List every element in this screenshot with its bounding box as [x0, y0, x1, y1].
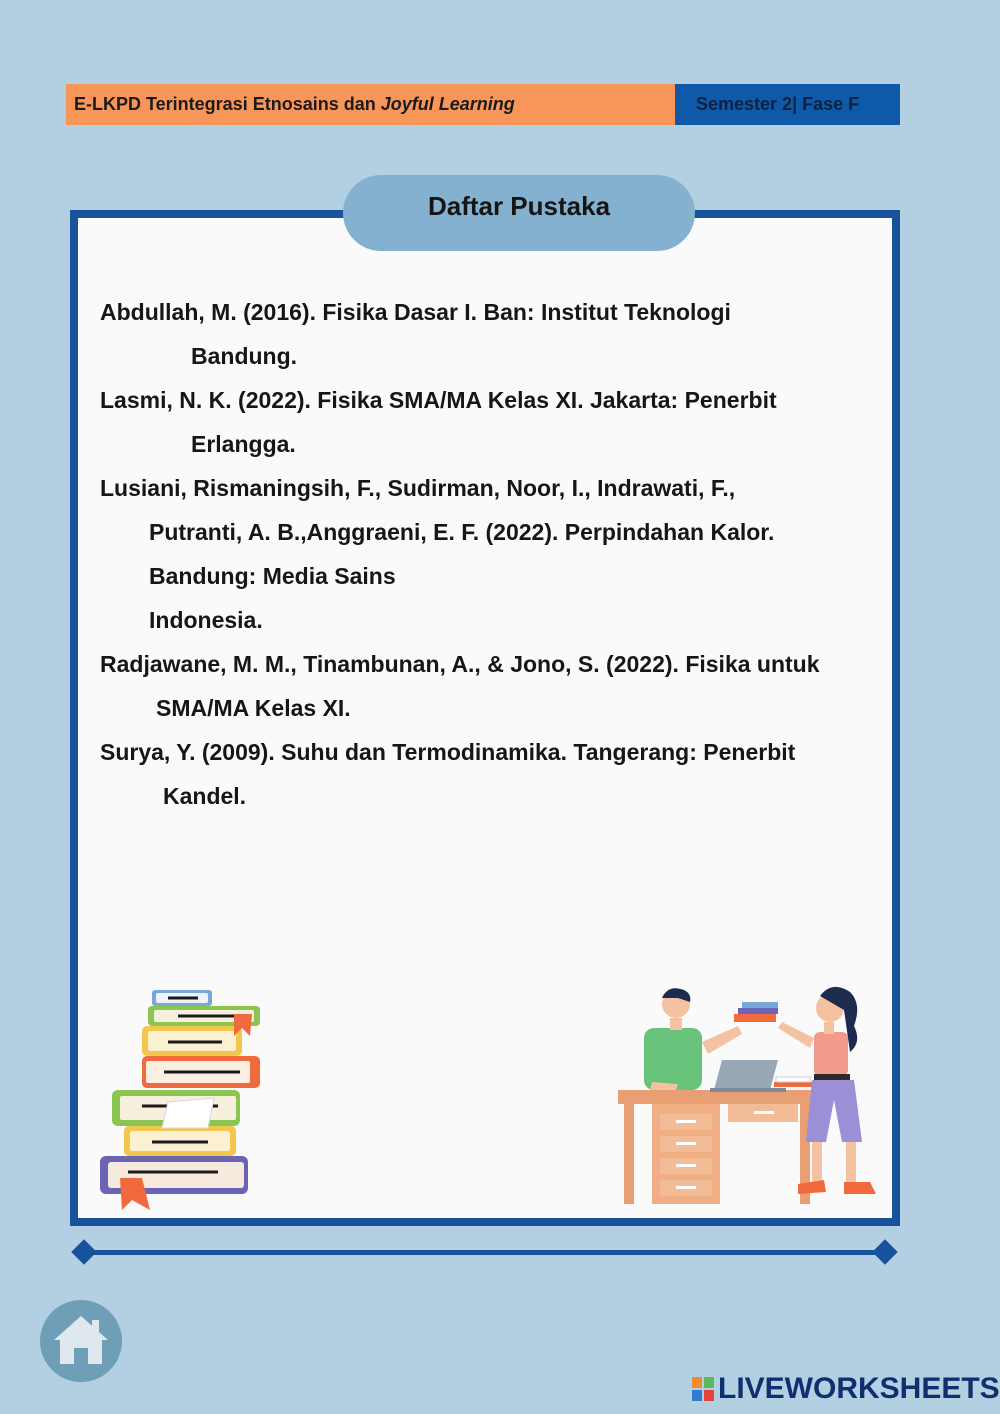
- books-stack-illustration: [98, 988, 264, 1210]
- reference-line: Bandung: Media Sains: [149, 563, 396, 589]
- reference-line: Abdullah, M. (2016). Fisika Dasar I. Ban: Institut Teknologi: [100, 299, 731, 325]
- divider-diamond-right: [872, 1239, 897, 1264]
- bottom-divider: [84, 1250, 886, 1255]
- reference-line: Putranti, A. B.,Anggraeni, E. F. (2022). Perpindahan Kalor.: [149, 519, 775, 545]
- reference-line: Erlangga.: [191, 431, 296, 457]
- reference-line: Kandel.: [163, 783, 247, 809]
- reference-line: Indonesia.: [149, 607, 263, 633]
- header-semester: Semester 2| Fase F: [675, 84, 900, 125]
- reference-line: Surya, Y. (2009). Suhu dan Termodinamika. Tangerang: Penerbit: [100, 739, 796, 765]
- liveworksheets-logo-icon: [692, 1377, 714, 1401]
- header-title-plain: E-LKPD Terintegrasi Etnosains dan: [74, 94, 381, 114]
- reference-item: [100, 466, 900, 642]
- home-icon[interactable]: [40, 1300, 122, 1382]
- divider-diamond-left: [71, 1239, 96, 1264]
- students-desk-illustration: [618, 986, 884, 1208]
- reference-line: Lasmi, N. K. (2022). Fisika SMA/MA Kelas XI. Jakarta: Penerbit: [100, 387, 777, 413]
- brand-logo[interactable]: [692, 1372, 1000, 1406]
- reference-list: [100, 290, 900, 818]
- reference-item: [100, 642, 900, 730]
- reference-item: [100, 378, 900, 466]
- reference-line: Bandung.: [191, 343, 298, 369]
- header-title-italic: Joyful Learning: [380, 94, 515, 114]
- reference-item: [100, 730, 900, 818]
- header-bar: [66, 84, 900, 125]
- reference-line: Radjawane, M. M., Tinambunan, A., & Jono, S. (2022). Fisika untuk: [100, 651, 820, 677]
- page-title: Daftar Pustaka: [343, 175, 695, 251]
- brand-text: LIVEWORKSHEETS: [718, 1372, 1000, 1405]
- header-title: [66, 84, 675, 125]
- reference-line: SMA/MA Kelas XI.: [156, 695, 351, 721]
- reference-line: Lusiani, Rismaningsih, F., Sudirman, Noor, I., Indrawati, F.,: [100, 475, 736, 501]
- reference-item: [100, 290, 900, 378]
